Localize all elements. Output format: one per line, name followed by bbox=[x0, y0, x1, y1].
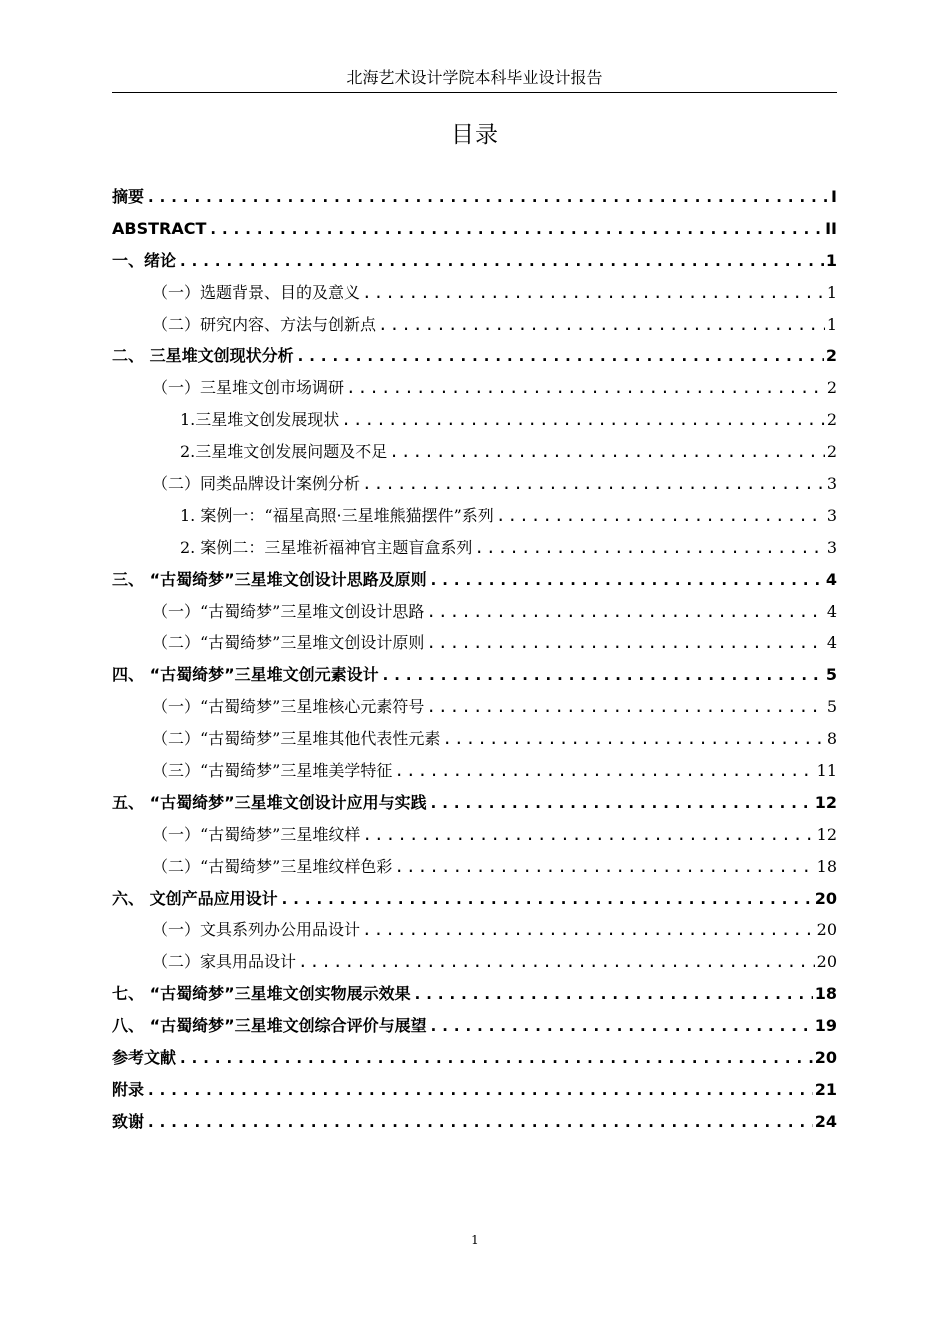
toc-dot-leader bbox=[426, 691, 824, 723]
toc-entry-label: 参考文献 bbox=[112, 1048, 177, 1068]
toc-entry-label: 1. 案例一：“福星高照·三星堆熊猫摆件”系列 bbox=[180, 505, 494, 525]
toc-entry-label: （二）家具用品设计 bbox=[152, 952, 297, 972]
toc-entry-label: 2.三星堆文创发展问题及不足 bbox=[180, 442, 388, 462]
toc-entry-label: （一）三星堆文创市场调研 bbox=[152, 378, 345, 398]
page-header bbox=[112, 66, 837, 93]
toc-entry-page: 20 bbox=[814, 888, 837, 908]
toc-entry[interactable] bbox=[112, 500, 837, 532]
toc-entry-page: 4 bbox=[825, 569, 837, 589]
toc-dot-leader bbox=[178, 1042, 813, 1074]
toc-entry-label: ABSTRACT bbox=[112, 218, 207, 238]
toc-dot-leader bbox=[146, 1106, 813, 1138]
toc-entry[interactable] bbox=[112, 309, 837, 341]
toc-entry[interactable] bbox=[112, 883, 837, 915]
toc-entry-page: 12 bbox=[816, 824, 837, 844]
toc-entry[interactable] bbox=[112, 659, 837, 691]
toc-entry-page: 18 bbox=[814, 984, 837, 1004]
toc-entry[interactable] bbox=[112, 404, 837, 436]
toc-entry[interactable] bbox=[112, 1042, 837, 1074]
toc-entry-label: 附录 bbox=[112, 1079, 145, 1099]
toc-entry-page: 4 bbox=[826, 633, 837, 653]
toc-dot-leader bbox=[429, 1010, 813, 1042]
toc-dot-leader bbox=[298, 946, 815, 978]
toc-entry-page: 4 bbox=[826, 601, 837, 621]
toc-entry-page: 2 bbox=[825, 346, 837, 366]
toc-entry[interactable] bbox=[112, 914, 837, 946]
toc-entry-page: 20 bbox=[814, 1048, 837, 1068]
toc-entry[interactable] bbox=[112, 181, 837, 213]
toc-entry-page: 11 bbox=[816, 761, 837, 781]
toc-entry-page: 2 bbox=[826, 378, 837, 398]
toc-dot-leader bbox=[378, 309, 825, 341]
toc-dot-leader bbox=[280, 883, 813, 915]
toc-entry-page: 1 bbox=[826, 314, 837, 334]
toc-dot-leader bbox=[146, 1074, 813, 1106]
toc-entry-label: 七、 “古蜀绮梦”三星堆文创实物展示效果 bbox=[112, 984, 411, 1004]
toc-dot-leader bbox=[381, 659, 824, 691]
toc-entry[interactable] bbox=[112, 819, 837, 851]
toc-entry[interactable] bbox=[112, 755, 837, 787]
toc-entry-label: 2. 案例二：三星堆祈福神官主题盲盒系列 bbox=[180, 537, 473, 557]
toc-entry-page: 12 bbox=[814, 792, 837, 812]
toc-dot-leader bbox=[394, 851, 814, 883]
toc-entry-page: 21 bbox=[814, 1079, 837, 1099]
toc-entry-label: （一）文具系列办公用品设计 bbox=[152, 920, 361, 940]
toc-entry[interactable] bbox=[112, 372, 837, 404]
toc-entry-label: （二）同类品牌设计案例分析 bbox=[152, 474, 361, 494]
toc-entry-label: （三）“古蜀绮梦”三星堆美学特征 bbox=[152, 761, 393, 781]
toc-entry-page: 24 bbox=[814, 1111, 837, 1131]
toc-entry[interactable] bbox=[112, 532, 837, 564]
toc-dot-leader bbox=[362, 914, 815, 946]
toc-entry[interactable] bbox=[112, 978, 837, 1010]
toc-entry[interactable] bbox=[112, 245, 837, 277]
toc-dot-leader bbox=[362, 277, 825, 309]
toc-entry[interactable] bbox=[112, 1010, 837, 1042]
toc-dot-leader bbox=[362, 819, 814, 851]
toc-dot-leader bbox=[296, 340, 824, 372]
toc-entry-label: 一、绪论 bbox=[112, 250, 177, 270]
toc-entry[interactable] bbox=[112, 468, 837, 500]
toc-entry-label: （一）“古蜀绮梦”三星堆核心元素符号 bbox=[152, 697, 425, 717]
toc-dot-leader bbox=[389, 436, 825, 468]
toc-entry-label: 1.三星堆文创发展现状 bbox=[180, 410, 340, 430]
toc-entry-label: 二、 三星堆文创现状分析 bbox=[112, 346, 294, 366]
toc-entry-page: 3 bbox=[826, 505, 837, 525]
toc-entry-label: 致谢 bbox=[112, 1111, 145, 1131]
toc-entry-label: （二）“古蜀绮梦”三星堆纹样色彩 bbox=[152, 856, 393, 876]
toc-entry-page: 3 bbox=[826, 474, 837, 494]
toc-dot-leader bbox=[429, 787, 813, 819]
toc-dot-leader bbox=[146, 181, 829, 213]
toc-dot-leader bbox=[208, 213, 823, 245]
toc-entry-page: 5 bbox=[826, 697, 837, 717]
toc-entry[interactable] bbox=[112, 564, 837, 596]
toc-entry[interactable] bbox=[112, 213, 837, 245]
toc-dot-leader bbox=[178, 245, 824, 277]
toc-dot-leader bbox=[429, 564, 824, 596]
toc-entry[interactable] bbox=[112, 787, 837, 819]
toc-entry-page: 1 bbox=[825, 250, 837, 270]
toc-entry-label: 五、 “古蜀绮梦”三星堆文创设计应用与实践 bbox=[112, 792, 427, 812]
toc-dot-leader bbox=[362, 468, 825, 500]
toc-entry-page: II bbox=[825, 218, 837, 238]
toc-entry[interactable] bbox=[112, 691, 837, 723]
toc-dot-leader bbox=[442, 723, 824, 755]
toc-entry-label: 八、 “古蜀绮梦”三星堆文创综合评价与展望 bbox=[112, 1016, 427, 1036]
toc-entry-label: （二）“古蜀绮梦”三星堆其他代表性元素 bbox=[152, 729, 441, 749]
toc-entry[interactable] bbox=[112, 436, 837, 468]
toc-entry-page: I bbox=[831, 187, 837, 206]
toc-entry[interactable] bbox=[112, 723, 837, 755]
toc-dot-leader bbox=[341, 404, 825, 436]
toc-dot-leader bbox=[346, 372, 825, 404]
toc-entry-page: 3 bbox=[826, 537, 837, 557]
toc-dot-leader bbox=[426, 596, 824, 628]
toc-dot-leader bbox=[413, 978, 813, 1010]
toc-entry[interactable] bbox=[112, 596, 837, 628]
toc-entry[interactable] bbox=[112, 851, 837, 883]
toc-dot-leader bbox=[394, 755, 814, 787]
toc-entry-label: 六、 文创产品应用设计 bbox=[112, 888, 278, 908]
table-of-contents bbox=[112, 181, 837, 1138]
toc-dot-leader bbox=[426, 627, 824, 659]
toc-entry-label: （二）研究内容、方法与创新点 bbox=[152, 314, 377, 334]
toc-entry-label: （二）“古蜀绮梦”三星堆文创设计原则 bbox=[152, 633, 425, 653]
toc-entry-label: （一）“古蜀绮梦”三星堆纹样 bbox=[152, 824, 361, 844]
toc-entry-page: 8 bbox=[826, 729, 837, 749]
page-number: 1 bbox=[471, 1233, 479, 1247]
toc-title: 目录 bbox=[451, 122, 499, 148]
toc-dot-leader bbox=[496, 500, 825, 532]
header-text: 北海艺术设计学院本科毕业设计报告 bbox=[346, 68, 603, 87]
toc-entry[interactable] bbox=[112, 1106, 837, 1138]
toc-entry[interactable] bbox=[112, 627, 837, 659]
toc-entry-label: （一）选题背景、目的及意义 bbox=[152, 282, 361, 302]
toc-entry-page: 5 bbox=[825, 665, 837, 685]
toc-entry-page: 20 bbox=[816, 920, 837, 940]
toc-entry-page: 1 bbox=[826, 282, 837, 302]
toc-entry-label: 四、 “古蜀绮梦”三星堆文创元素设计 bbox=[112, 665, 379, 685]
toc-entry[interactable] bbox=[112, 340, 837, 372]
toc-entry-label: 摘要 bbox=[112, 187, 145, 206]
toc-entry[interactable] bbox=[112, 946, 837, 978]
toc-dot-leader bbox=[474, 532, 824, 564]
toc-entry-page: 20 bbox=[816, 952, 837, 972]
toc-entry-page: 18 bbox=[816, 856, 837, 876]
toc-entry-page: 2 bbox=[826, 410, 837, 430]
toc-entry[interactable] bbox=[112, 277, 837, 309]
toc-entry-label: （一）“古蜀绮梦”三星堆文创设计思路 bbox=[152, 601, 425, 621]
toc-entry-page: 2 bbox=[826, 442, 837, 462]
toc-entry[interactable] bbox=[112, 1074, 837, 1106]
toc-entry-page: 19 bbox=[814, 1016, 837, 1036]
toc-entry-label: 三、 “古蜀绮梦”三星堆文创设计思路及原则 bbox=[112, 569, 427, 589]
